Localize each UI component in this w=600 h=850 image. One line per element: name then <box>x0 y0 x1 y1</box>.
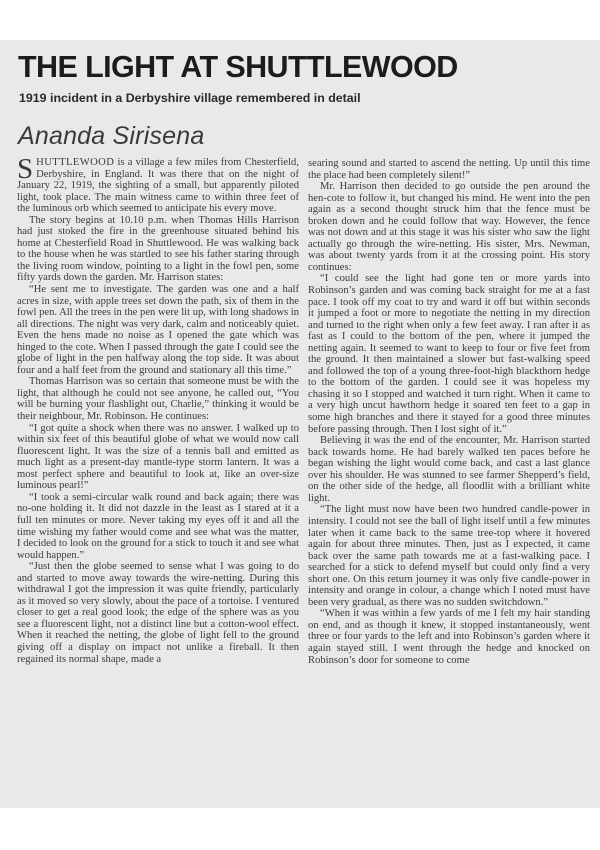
body-paragraph: The story begins at 10.10 p.m. when Thomas Hills Harrison had just stoked the fire in the greenhouse situated behind his home at Chesterfield Road in Shuttlewood. He was walking back to the house when he was startled to see his father staring through the living room window, pointing to a light in the fowl pen, some fifty yards down the garden. Mr. Harrison states: <box>17 214 299 284</box>
body-paragraph: “I took a semi-circular walk round and back again; there was no-one holding it. It did not dazzle in the least as I stared at it a full ten minutes or more. Never taking my eyes off it and all the time wishing my father would come and see what was the matter, I decided to look on the ground for a stick to touch it and see what would happen.” <box>17 491 299 561</box>
lead-text: is a village a few miles from Chesterfield, Derbyshire, in England. It was there that on the night of January 22, 1919, the sighting of a small, but apparently piloted light, took place. The main witness came to within three feet of the luminous orb which seemed to anticipate his every move. <box>17 157 299 215</box>
article-column-left <box>17 153 299 665</box>
body-paragraph: Believing it was the end of the encounter, Mr. Harrison started back towards home. He had barely walked ten paces before he began wishing the light would come back, and cast a last glance over his shoulder. He was stunned to see farmer Shepperd’s field, on the other side of the hedge, all floodlit with a brilliant white light. <box>308 435 590 504</box>
body-paragraph: Thomas Harrison was so certain that someone must be with the light, that although he could not see anyone, he called out, “You will be burning your flashlight out, Charlie,” thinking it would be their neighbour, Mr. Robinson. He continues: <box>17 376 299 423</box>
body-paragraph: “He sent me to investigate. The garden was one and a half acres in size, with apple trees set down the path, six of them in the fowl pen. All the trees in the pen were lit up, with long shadows in all directions. The night was very dark, calm and noticeably quiet. Even the hens made no noise as I opened the gate which was hinged to the cote. When I passed through the gate I could see the globe of light in the pen halfway along the top side. It was about four and a half feet from the ground and stationary all this time.” <box>17 284 299 376</box>
body-paragraph: “Just then the globe seemed to sense what I was going to do and started to move away towards the wire-netting. During this withdrawal I got the impression it was quite friendly, particularly as it moved so very slowly, about the pace of a tortoise. I ventured closer to get a real good look; the edge of the sphere was as you see a fluorescent light, not a distinct line but a cotton-wool effect. When it reached the netting, the globe of light fell to the ground giving off a display on impact not unlike a fireball. It then regained its normal shape, made a <box>17 561 299 665</box>
body-paragraph: “I got quite a shock when there was no answer. I walked up to within six feet of this beautiful globe of what we would now call fluorescent light. It was the size of a tennis ball and emitted as much light as a present-day mantle-type storm lantern. It was a most perfect sphere and beautiful to look at, like an over-size luminous pearl!” <box>17 422 299 492</box>
lead-paragraph <box>17 153 299 215</box>
continued-paragraph: searing sound and started to ascend the netting. Up until this time the place had been completely silent!” <box>308 158 590 181</box>
magazine-page <box>0 40 600 808</box>
article-byline: Ananda Sirisena <box>18 122 205 150</box>
body-paragraph: Mr. Harrison then decided to go outside the pen around the hen-cote to follow it, but changed his mind. He went into the pen again as a second thought struck him that the fence must be broken down and he could follow that way. However, the fence was not down and at this stage it was his sister who saw the light actually go through the wire-netting. His sister, Mrs. Newman, was about twenty yards from it at the crossing point. His story continues: <box>308 181 590 273</box>
drop-cap: S <box>17 153 34 185</box>
article-column-right <box>308 158 590 666</box>
lead-caps: HUTTLEWOOD <box>36 157 115 168</box>
article-headline: THE LIGHT AT SHUTTLEWOOD <box>18 50 458 84</box>
body-paragraph: “When it was within a few yards of me I felt my hair standing on end, and as though it knew, it stopped instantaneously, went three or four yards to the left and into Robinson’s garden where it again stayed still. I went through the hedge and knocked on Robinson’s door for someone to come <box>308 608 590 666</box>
article-subheadline: 1919 incident in a Derbyshire village remembered in detail <box>19 91 361 105</box>
body-paragraph: “I could see the light had gone ten or more yards into Robinson’s garden and was coming back straight for me at a fast pace. I took off my coat to try and ward it off but within seconds it jumped a foot or more to negotiate the netting in my direction and turned to the right when only a few feet away. I ran after it as fast as I could to the bottom of the pen, where it jumped the netting again. It seemed to want to keep to four or five feet from the ground. It then maintained a slower but fast-walking speed and followed the top of a young three-foot-high blackthorn hedge to the bottom of the garden. I could see it was hopeless my chasing it so I stopped and watched it turn right. When it came to a very high uncut hawthorn hedge it soared ten feet to a gap in some high branches and there it stayed for a good three minutes before passing through. Then I lost sight of it.” <box>308 273 590 435</box>
body-paragraph: “The light must now have been two hundred candle-power in intensity. I could not see the ball of light itself until a few minutes later when it came back to the same tree-top where it hovered again for about three minutes. Then, just as I expected, it came back over the same path towards me at a fast-walking pace. I searched for a stick to defend myself but could only find a very short one. On this return journey it was only five candle-power in intensity and orange in colour, a change which I noted must have been very gradual, as there was no sudden switchdown.” <box>308 504 590 608</box>
